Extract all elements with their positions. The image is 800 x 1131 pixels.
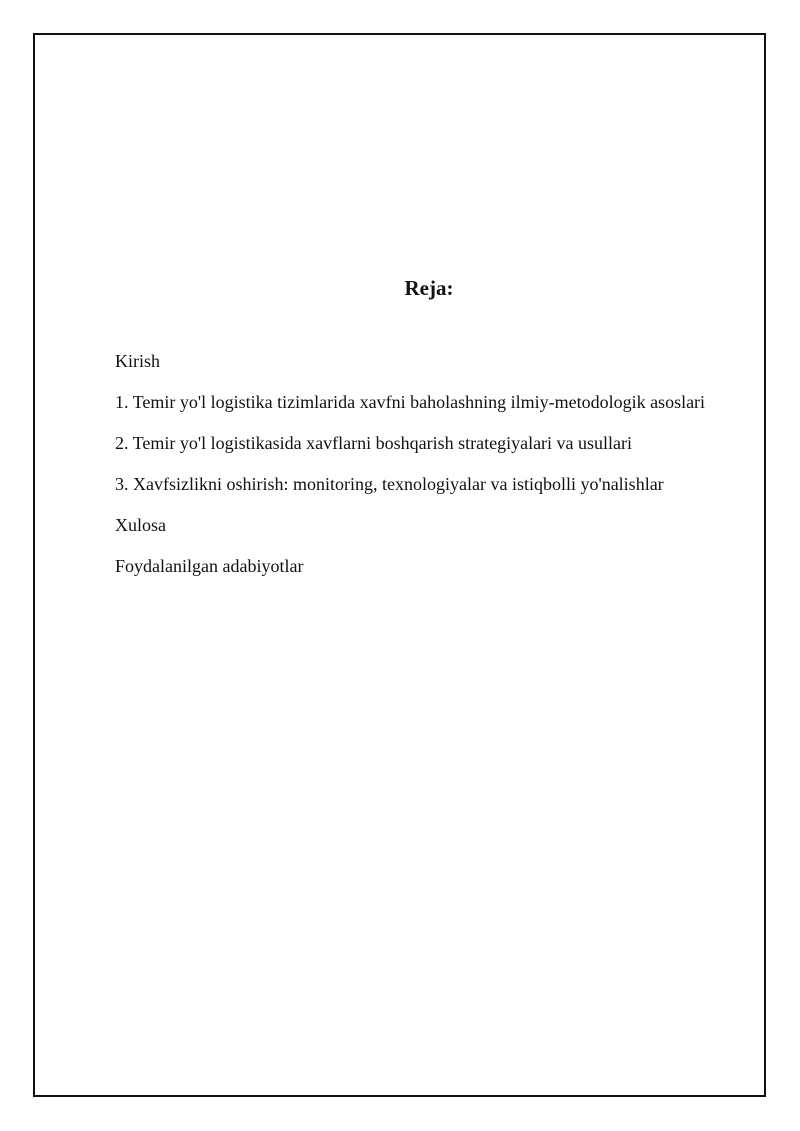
toc-item-references: Foydalanilgan adabiyotlar — [115, 556, 304, 576]
toc-item-introduction: Kirish — [115, 351, 160, 371]
page-title: Reja: — [404, 276, 454, 300]
toc-item-chapter-2: 2. Temir yo'l logistikasida xavflarni boshqarish strategiyalari va usullari — [115, 433, 633, 453]
toc-item-chapter-3: 3. Xavfsizlikni oshirish: monitoring, texnologiyalar va istiqbolli yo'nalishlar — [115, 474, 664, 494]
table-of-contents — [115, 350, 705, 596]
toc-item-conclusion: Xulosa — [115, 515, 166, 535]
toc-item-chapter-1: 1. Temir yo'l logistika tizimlarida xavfni baholashning ilmiy-metodologik asoslari — [115, 392, 706, 412]
